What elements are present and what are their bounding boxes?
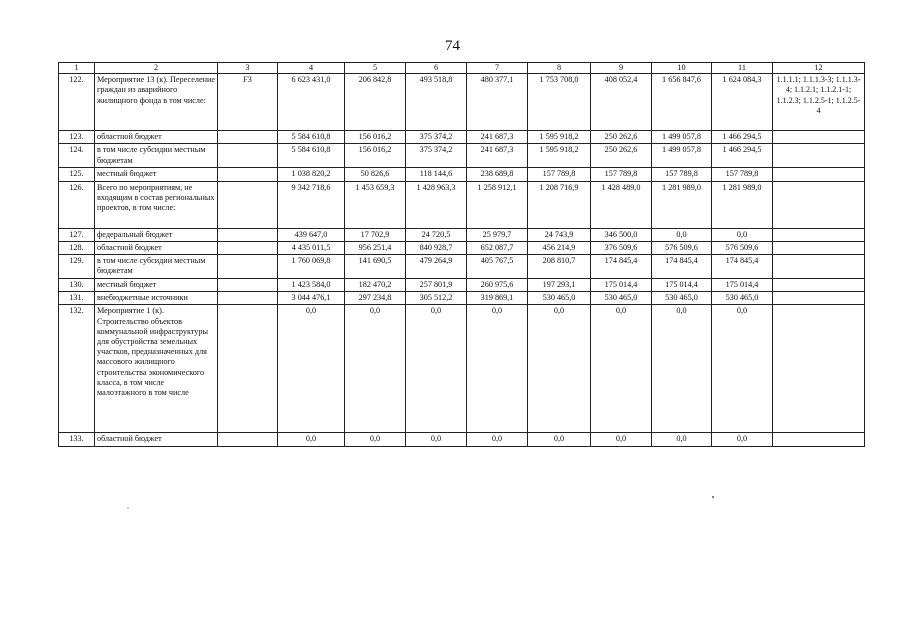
value-cell: 141 690,5 bbox=[345, 255, 406, 279]
column-header: 4 bbox=[278, 63, 345, 74]
value-cell: 5 584 610,8 bbox=[278, 131, 345, 144]
table-row bbox=[59, 279, 865, 292]
value-cell: 3 044 476,1 bbox=[278, 292, 345, 305]
row-number-cell: 127. bbox=[59, 228, 95, 241]
value-cell: 0,0 bbox=[406, 433, 467, 446]
value-cell: 376 509,6 bbox=[591, 241, 652, 254]
value-cell: 530 465,0 bbox=[712, 292, 773, 305]
reference-cell bbox=[773, 305, 865, 433]
row-code-cell bbox=[218, 255, 278, 279]
value-cell: 1 258 912,1 bbox=[467, 181, 528, 228]
value-cell: 182 470,2 bbox=[345, 279, 406, 292]
value-cell: 530 465,0 bbox=[528, 292, 591, 305]
column-header: 7 bbox=[467, 63, 528, 74]
column-header: 3 bbox=[218, 63, 278, 74]
value-cell: 157 789,8 bbox=[591, 168, 652, 181]
value-cell: 1 428 489,0 bbox=[591, 181, 652, 228]
row-number-cell: 130. bbox=[59, 279, 95, 292]
table-row bbox=[59, 74, 865, 131]
row-code-cell bbox=[218, 305, 278, 433]
row-name-cell: местный бюджет bbox=[95, 168, 218, 181]
value-cell: 156 016,2 bbox=[345, 131, 406, 144]
value-cell: 405 767,5 bbox=[467, 255, 528, 279]
value-cell: 4 435 011,5 bbox=[278, 241, 345, 254]
scan-speck bbox=[712, 496, 714, 498]
value-cell: 0,0 bbox=[278, 305, 345, 433]
row-code-cell bbox=[218, 292, 278, 305]
row-code-cell bbox=[218, 433, 278, 446]
row-number-cell: 124. bbox=[59, 144, 95, 168]
value-cell: 1 281 989,0 bbox=[652, 181, 712, 228]
value-cell: 530 465,0 bbox=[652, 292, 712, 305]
column-header: 8 bbox=[528, 63, 591, 74]
value-cell: 1 423 584,0 bbox=[278, 279, 345, 292]
value-cell: 1 466 294,5 bbox=[712, 144, 773, 168]
value-cell: 0,0 bbox=[591, 305, 652, 433]
table-row bbox=[59, 292, 865, 305]
value-cell: 1 624 084,3 bbox=[712, 74, 773, 131]
value-cell: 576 509,6 bbox=[712, 241, 773, 254]
value-cell: 118 144,6 bbox=[406, 168, 467, 181]
value-cell: 1 428 963,3 bbox=[406, 181, 467, 228]
column-header: 9 bbox=[591, 63, 652, 74]
row-code-cell: F3 bbox=[218, 74, 278, 131]
value-cell: 1 499 057,8 bbox=[652, 131, 712, 144]
value-cell: 0,0 bbox=[652, 305, 712, 433]
value-cell: 257 801,9 bbox=[406, 279, 467, 292]
table-row bbox=[59, 144, 865, 168]
value-cell: 1 760 069,8 bbox=[278, 255, 345, 279]
reference-cell bbox=[773, 241, 865, 254]
value-cell: 493 518,8 bbox=[406, 74, 467, 131]
value-cell: 439 647,0 bbox=[278, 228, 345, 241]
value-cell: 0,0 bbox=[652, 433, 712, 446]
row-name-cell: федеральный бюджет bbox=[95, 228, 218, 241]
value-cell: 24 720,5 bbox=[406, 228, 467, 241]
row-name-cell: в том числе субсидии местным бюджетам bbox=[95, 144, 218, 168]
value-cell: 1 281 989,0 bbox=[712, 181, 773, 228]
row-name-cell: областной бюджет bbox=[95, 241, 218, 254]
value-cell: 175 014,4 bbox=[591, 279, 652, 292]
value-cell: 319 869,1 bbox=[467, 292, 528, 305]
reference-cell bbox=[773, 181, 865, 228]
value-cell: 0,0 bbox=[467, 433, 528, 446]
reference-cell bbox=[773, 144, 865, 168]
value-cell: 0,0 bbox=[278, 433, 345, 446]
value-cell: 25 979,7 bbox=[467, 228, 528, 241]
row-code-cell bbox=[218, 168, 278, 181]
row-name-cell: областной бюджет bbox=[95, 131, 218, 144]
value-cell: 9 342 718,6 bbox=[278, 181, 345, 228]
value-cell: 1 208 716,9 bbox=[528, 181, 591, 228]
value-cell: 175 014,4 bbox=[712, 279, 773, 292]
value-cell: 0,0 bbox=[712, 228, 773, 241]
value-cell: 576 509,6 bbox=[652, 241, 712, 254]
value-cell: 238 689,8 bbox=[467, 168, 528, 181]
value-cell: 0,0 bbox=[345, 305, 406, 433]
table-row bbox=[59, 228, 865, 241]
value-cell: 174 845,4 bbox=[591, 255, 652, 279]
value-cell: 1 038 820,2 bbox=[278, 168, 345, 181]
value-cell: 0,0 bbox=[467, 305, 528, 433]
value-cell: 479 264,9 bbox=[406, 255, 467, 279]
value-cell: 0,0 bbox=[345, 433, 406, 446]
value-cell: 0,0 bbox=[528, 305, 591, 433]
value-cell: 156 016,2 bbox=[345, 144, 406, 168]
row-code-cell bbox=[218, 241, 278, 254]
table-row bbox=[59, 433, 865, 446]
column-header: 12 bbox=[773, 63, 865, 74]
value-cell: 174 845,4 bbox=[652, 255, 712, 279]
value-cell: 1 595 918,2 bbox=[528, 131, 591, 144]
row-number-cell: 131. bbox=[59, 292, 95, 305]
row-code-cell bbox=[218, 228, 278, 241]
row-code-cell bbox=[218, 279, 278, 292]
reference-cell bbox=[773, 433, 865, 446]
value-cell: 0,0 bbox=[528, 433, 591, 446]
value-cell: 840 928,7 bbox=[406, 241, 467, 254]
value-cell: 157 789,8 bbox=[712, 168, 773, 181]
value-cell: 346 500,0 bbox=[591, 228, 652, 241]
value-cell: 206 842,8 bbox=[345, 74, 406, 131]
row-number-cell: 128. bbox=[59, 241, 95, 254]
row-code-cell bbox=[218, 144, 278, 168]
value-cell: 652 087,7 bbox=[467, 241, 528, 254]
column-header: 11 bbox=[712, 63, 773, 74]
table-row bbox=[59, 131, 865, 144]
table-row bbox=[59, 305, 865, 433]
value-cell: 197 293,1 bbox=[528, 279, 591, 292]
table-row bbox=[59, 181, 865, 228]
value-cell: 241 687,3 bbox=[467, 131, 528, 144]
value-cell: 297 234,8 bbox=[345, 292, 406, 305]
row-name-cell: областной бюджет bbox=[95, 433, 218, 446]
value-cell: 175 014,4 bbox=[652, 279, 712, 292]
value-cell: 0,0 bbox=[652, 228, 712, 241]
value-cell: 157 789,8 bbox=[528, 168, 591, 181]
row-name-cell: Мероприятие 13 (к). Переселение граждан из аварийного жилищного фонда в том числе: bbox=[95, 74, 218, 131]
table-header-row bbox=[59, 63, 865, 74]
value-cell: 250 262,6 bbox=[591, 131, 652, 144]
value-cell: 17 702,9 bbox=[345, 228, 406, 241]
value-cell: 305 512,2 bbox=[406, 292, 467, 305]
row-number-cell: 125. bbox=[59, 168, 95, 181]
value-cell: 1 595 918,2 bbox=[528, 144, 591, 168]
column-header: 6 bbox=[406, 63, 467, 74]
value-cell: 0,0 bbox=[591, 433, 652, 446]
value-cell: 1 499 057,8 bbox=[652, 144, 712, 168]
column-header: 2 bbox=[95, 63, 218, 74]
reference-cell bbox=[773, 228, 865, 241]
value-cell: 1 656 847,6 bbox=[652, 74, 712, 131]
value-cell: 530 465,0 bbox=[591, 292, 652, 305]
row-number-cell: 126. bbox=[59, 181, 95, 228]
row-number-cell: 133. bbox=[59, 433, 95, 446]
value-cell: 0,0 bbox=[406, 305, 467, 433]
value-cell: 208 810,7 bbox=[528, 255, 591, 279]
row-number-cell: 123. bbox=[59, 131, 95, 144]
table-row bbox=[59, 241, 865, 254]
reference-cell bbox=[773, 131, 865, 144]
row-name-cell: в том числе субсидии местным бюджетам bbox=[95, 255, 218, 279]
scan-speck bbox=[127, 507, 129, 509]
reference-cell bbox=[773, 168, 865, 181]
page-number: 74 bbox=[445, 38, 460, 54]
value-cell: 6 623 431,0 bbox=[278, 74, 345, 131]
value-cell: 0,0 bbox=[712, 305, 773, 433]
column-header: 1 bbox=[59, 63, 95, 74]
value-cell: 50 826,6 bbox=[345, 168, 406, 181]
row-number-cell: 132. bbox=[59, 305, 95, 433]
value-cell: 1 453 659,3 bbox=[345, 181, 406, 228]
reference-cell bbox=[773, 255, 865, 279]
value-cell: 375 374,2 bbox=[406, 144, 467, 168]
reference-cell: 1.1.1.1; 1.1.1.3-3; 1.1.1.3-4; 1.1.2.1; 1.1.2.1-1; 1.1.2.3; 1.1.2.5-1; 1.1.2.5-4 bbox=[773, 74, 865, 131]
value-cell: 956 251,4 bbox=[345, 241, 406, 254]
value-cell: 1 753 708,0 bbox=[528, 74, 591, 131]
row-name-cell: Всего по мероприятиям, не входящим в состав региональных проектов, в том числе: bbox=[95, 181, 218, 228]
value-cell: 174 845,4 bbox=[712, 255, 773, 279]
column-header: 10 bbox=[652, 63, 712, 74]
value-cell: 5 584 610,8 bbox=[278, 144, 345, 168]
value-cell: 456 214,9 bbox=[528, 241, 591, 254]
row-name-cell: внебюджетные источники bbox=[95, 292, 218, 305]
value-cell: 480 377,1 bbox=[467, 74, 528, 131]
value-cell: 408 052,4 bbox=[591, 74, 652, 131]
row-code-cell bbox=[218, 181, 278, 228]
value-cell: 157 789,8 bbox=[652, 168, 712, 181]
value-cell: 250 262,6 bbox=[591, 144, 652, 168]
row-name-cell: местный бюджет bbox=[95, 279, 218, 292]
reference-cell bbox=[773, 292, 865, 305]
value-cell: 375 374,2 bbox=[406, 131, 467, 144]
column-header: 5 bbox=[345, 63, 406, 74]
budget-table bbox=[58, 62, 865, 447]
row-code-cell bbox=[218, 131, 278, 144]
value-cell: 1 466 294,5 bbox=[712, 131, 773, 144]
row-name-cell: Мероприятие 1 (к). Строительство объектов коммунальной инфраструктуры для обустройства земельных участков, предназначенных для массового жилищного строительства экономического класса, в том числе малоэтажного в том числе bbox=[95, 305, 218, 433]
row-number-cell: 129. bbox=[59, 255, 95, 279]
row-number-cell: 122. bbox=[59, 74, 95, 131]
value-cell: 241 687,3 bbox=[467, 144, 528, 168]
table-row bbox=[59, 168, 865, 181]
value-cell: 260 975,6 bbox=[467, 279, 528, 292]
value-cell: 24 743,9 bbox=[528, 228, 591, 241]
reference-cell bbox=[773, 279, 865, 292]
table-row bbox=[59, 255, 865, 279]
value-cell: 0,0 bbox=[712, 433, 773, 446]
